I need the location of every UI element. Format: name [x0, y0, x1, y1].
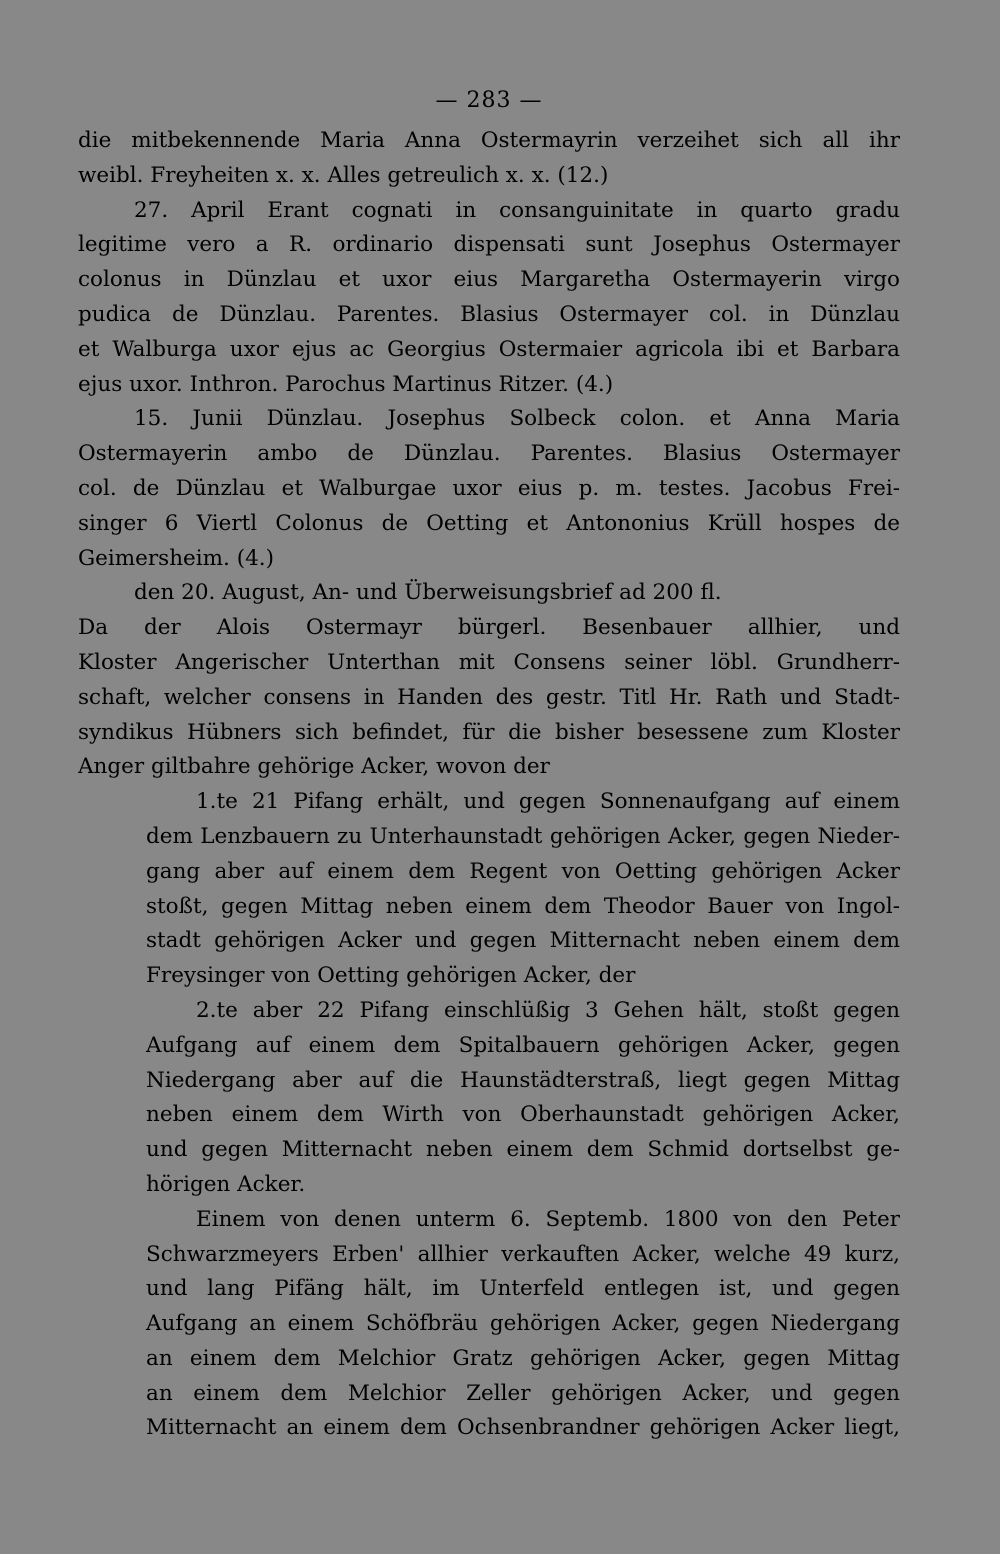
text-line: Schwarzmeyers Erben' allhier verkauften Acker, welche 49 kurz,	[146, 1241, 900, 1267]
text-line: weibl. Freyheiten x. x. Alles getreulich x. x. (12.)	[78, 162, 609, 188]
text-line: stadt gehörigen Acker und gegen Mitternacht neben einem dem	[146, 928, 900, 954]
text-line: und lang Pifäng hält, im Unterfeld entlegen ist, und gegen	[146, 1276, 900, 1302]
text-line: stoßt, gegen Mittag neben einem dem Theodor Bauer von Ingol-	[146, 893, 900, 919]
text-line: 1.te 21 Pifang erhält, und gegen Sonnenaufgang auf einem	[196, 789, 900, 815]
text-line: Aufgang auf einem dem Spitalbauern gehörigen Acker, gegen	[146, 1032, 900, 1058]
text-line: pudica de Dünzlau. Parentes. Blasius Ostermayer col. in Dünzlau	[78, 301, 900, 327]
text-line: Freysinger von Oetting gehörigen Acker, der	[146, 963, 636, 989]
text-line: Ostermayerin ambo de Dünzlau. Parentes. Blasius Ostermayer	[78, 441, 900, 467]
text-line: et Walburga uxor ejus ac Georgius Ostermaier agricola ibi et Barbara	[78, 336, 900, 362]
text-line: an einem dem Melchior Gratz gehörigen Acker, gegen Mittag	[146, 1345, 900, 1371]
text-line: neben einem dem Wirth von Oberhaunstadt gehörigen Acker,	[146, 1102, 900, 1128]
text-line: gang aber auf einem dem Regent von Oetting gehörigen Acker	[146, 858, 900, 884]
text-line: legitime vero a R. ordinario dispensati sunt Josephus Ostermayer	[78, 232, 900, 258]
text-line: die mitbekennende Maria Anna Ostermayrin verzeihet sich all ihr	[78, 128, 900, 153]
text-line: Niedergang aber auf die Haunstädterstraß, liegt gegen Mittag	[146, 1067, 900, 1093]
text-line: hörigen Acker.	[146, 1171, 306, 1197]
text-line: den 20. August, An- und Überweisungsbrief ad 200 fl.	[134, 580, 722, 606]
text-line: ejus uxor. Inthron. Parochus Martinus Ritzer. (4.)	[78, 371, 614, 397]
text-line: 27. April Erant cognati in consanguinitate in quarto gradu	[134, 197, 900, 223]
text-line: Einem von denen unterm 6. Septemb. 1800 von den Peter	[196, 1206, 900, 1232]
text-line: 15. Junii Dünzlau. Josephus Solbeck colon. et Anna Maria	[134, 406, 900, 432]
text-line: syndikus Hübners sich befindet, für die bisher besessene zum Kloster	[78, 719, 900, 745]
text-line: an einem dem Melchior Zeller gehörigen Acker, und gegen	[146, 1380, 900, 1406]
body-text	[78, 124, 900, 1446]
page-number: — 283 —	[435, 88, 543, 113]
text-line: Aufgang an einem Schöfbräu gehörigen Acker, gegen Niedergang	[146, 1311, 900, 1337]
text-line: col. de Dünzlau et Walburgae uxor eius p. m. testes. Jacobus Frei-	[78, 475, 900, 501]
text-line: Anger giltbahre gehörige Acker, wovon der	[78, 754, 550, 780]
text-line: Kloster Angerischer Unterthan mit Consens seiner löbl. Grundherr-	[78, 649, 900, 675]
text-line: 2.te aber 22 Pifang einschlüßig 3 Gehen hält, stoßt gegen	[196, 997, 900, 1023]
text-line: Geimersheim. (4.)	[78, 545, 274, 571]
text-line: colonus in Dünzlau et uxor eius Margaretha Ostermayerin virgo	[78, 267, 900, 293]
text-line: dem Lenzbauern zu Unterhaunstadt gehörigen Acker, gegen Nieder-	[146, 823, 900, 849]
text-line: und gegen Mitternacht neben einem dem Schmid dortselbst ge-	[146, 1137, 900, 1163]
text-line: schaft, welcher consens in Handen des gestr. Titl Hr. Rath und Stadt-	[78, 684, 900, 710]
text-line: Da der Alois Ostermayr bürgerl. Besenbauer allhier, und	[78, 615, 900, 641]
text-line: singer 6 Viertl Colonus de Oetting et Antononius Krüll hospes de	[78, 510, 900, 536]
text-line: Mitternacht an einem dem Ochsenbrandner gehörigen Acker liegt,	[146, 1415, 900, 1441]
